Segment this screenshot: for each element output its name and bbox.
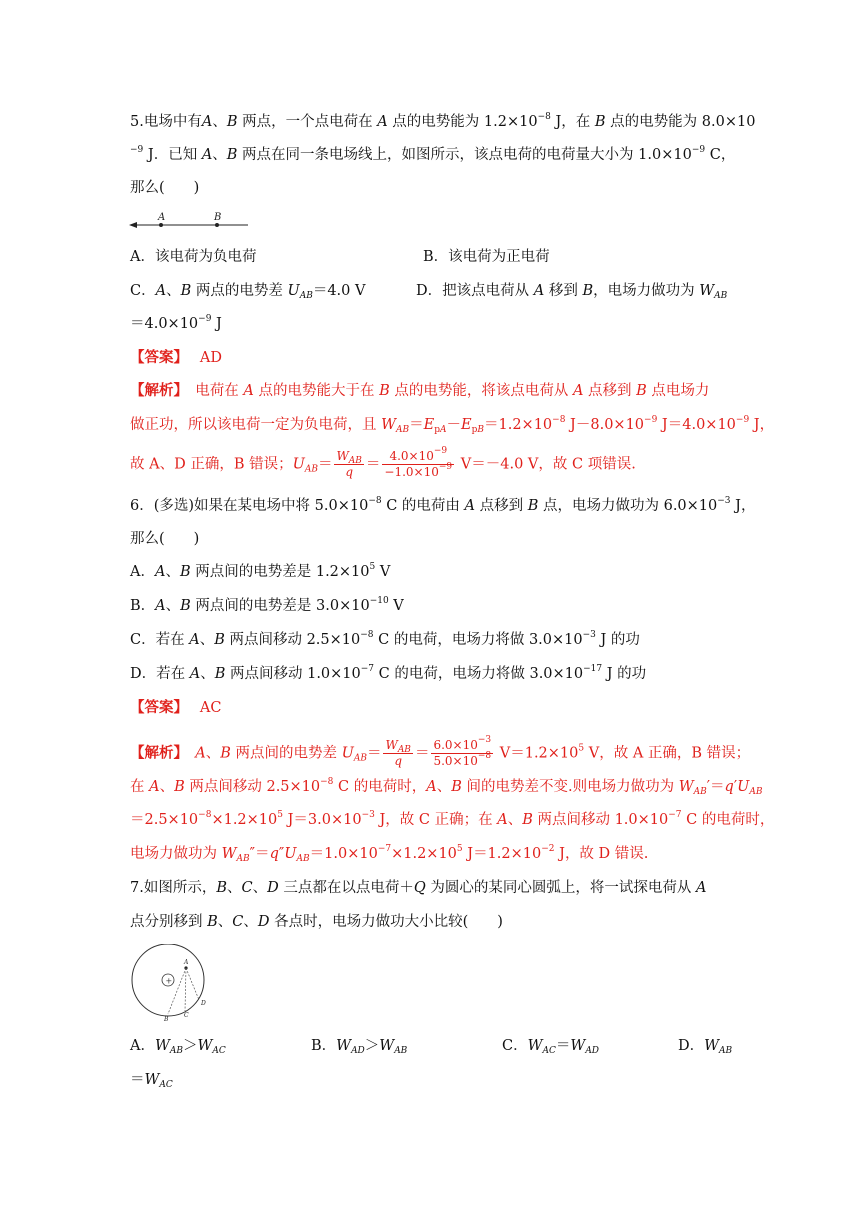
q6-option-b[interactable]: B．A、B 两点间的电势差是 $3.0\times 10^{-10}$ V bbox=[130, 596, 404, 614]
q5-field-line-figure bbox=[128, 210, 253, 232]
svg-text:C: C bbox=[184, 1012, 189, 1019]
svg-text:D: D bbox=[201, 1000, 206, 1007]
q6-line-2: 那么( ) bbox=[130, 531, 200, 547]
q7-option-c[interactable]: C．$W_{AC}=W_{AD}$ bbox=[502, 1038, 600, 1056]
answer-value: AC bbox=[199, 700, 222, 716]
q5-analysis-3: 故 A、D 正确，B 错误；$U_{AB}=$ $\frac{W_{AB}}{q}$ ＝ $\frac{4.0\times 10^{-9}}{-1.0\times 10^{-9}}$ V＝－4.0 V，故 C 项错误. bbox=[130, 446, 636, 479]
q5-analysis-2: 做正功，所以该电荷一定为负电荷，且 $W_{AB}=E_{pA}-E_{pB}=1.2\times 10^{-8}$ $J-8.0\times 10^{-9}$ $J=4.0\times 10^{-9}$ J， bbox=[130, 415, 775, 435]
q6-analysis-1: 【解析】 A、B 两点间的电势差 $U_{AB}=$ $\frac{W_{AB}}{q}$ ＝ $\frac{6.0\times 10^{-3}}{5.0\times 10^{-8}}$ $V=1.2\times 10^5$ V，故 A 正确，B 错误； bbox=[130, 735, 751, 768]
q6-answer bbox=[130, 698, 221, 718]
q6-option-a[interactable]: A．A、B 两点间的电势差是 $1.2\times 10^5$ V bbox=[130, 562, 391, 580]
answer-tag: 【答案】 bbox=[130, 349, 181, 366]
answer-value: AD bbox=[199, 350, 222, 366]
q7-line-2: 点分别移到 B、C、D 各点时，电场力做功大小比较( ) bbox=[130, 914, 503, 930]
point-a bbox=[159, 223, 163, 227]
q6-option-d[interactable]: D．若在 A、B 两点间移动 $1.0\times 10^{-7}$ C 的电荷，电场力将做 $3.0\times 10^{-17}$ J 的功 bbox=[130, 664, 647, 682]
plus-sign-icon: + bbox=[165, 976, 173, 986]
q5-line-2: $^{-9}$ J．已知 A、B 两点在同一条电场线上，如图所示，该点电荷的电荷量大小为 $1.0\times 10^{-9}$ C， bbox=[130, 145, 736, 163]
arrow-left-icon bbox=[129, 222, 137, 228]
q5-line-1: 5.电场中有A、B 两点，一个点电荷在 A 点的电势能为 $1.2\times 10^{-8}$ J，在 B 点的电势能为 8.0×10 bbox=[130, 112, 756, 130]
q5-option-b[interactable]: B．该电荷为正电荷 bbox=[423, 249, 550, 265]
svg-text:B: B bbox=[164, 1016, 169, 1022]
q6-analysis-4: 电场力做功为 $W_{AB}''=q''U_{AB}=1.0\times 10^{-7}\times 1.2\times 10^5$ $J=1.2\times 10^{-2}$ J，故 D 错误. bbox=[130, 844, 649, 864]
q6-analysis-3: $=2.5\times 10^{-8}\times 1.2\times 10^5$ $J=3.0\times 10^{-3}$ J，故 C 正确；在 A、B 两点间移动 $1.0\times 10^{-7}$ C 的电荷时， bbox=[130, 810, 775, 828]
q6-line-1: 6．(多选)如果在某电场中将 $5.0\times 10^{-8}$ C 的电荷由 A 点移到 B 点，电场力做功为 $6.0\times 10^{-3}$ J， bbox=[130, 496, 756, 514]
label-b: B bbox=[214, 212, 222, 223]
q5-analysis-1: 【解析】 电荷在 A 点的电势能大于在 B 点的电势能，将该点电荷从 A 点移到 B 点电场力 bbox=[130, 382, 710, 399]
q5-option-a[interactable]: A．该电荷为负电荷 bbox=[130, 249, 257, 265]
q7-option-a[interactable]: A．$W_{AB}>W_{AC}$ bbox=[130, 1038, 226, 1056]
q7-option-b[interactable]: B．$W_{AD}>W_{AB}$ bbox=[311, 1038, 408, 1056]
q5-line-3: 那么( ) bbox=[130, 180, 200, 196]
q5-answer bbox=[130, 348, 222, 368]
q5-option-c[interactable]: C．A、B 两点的电势差 $U_{AB}=4.0$ V bbox=[130, 283, 366, 301]
svg-text:A: A bbox=[184, 959, 189, 966]
point-b bbox=[215, 223, 219, 227]
q6-analysis-2: 在 A、B 两点间移动 $2.5\times 10^{-8}$ C 的电荷时，A、B 间的电势差不变.则电场力做功为 $W_{AB}'=q'U_{AB}$ bbox=[130, 777, 763, 797]
q6-option-c[interactable]: C．若在 A、B 两点间移动 $2.5\times 10^{-8}$ C 的电荷，电场力将做 $3.0\times 10^{-3}$ J 的功 bbox=[130, 630, 640, 648]
q7-concentric-circle-figure bbox=[128, 944, 212, 1022]
answer-tag: 【答案】 bbox=[130, 699, 181, 716]
label-a: A bbox=[158, 212, 166, 223]
q7-option-d[interactable]: D．$W_{AB}$ bbox=[678, 1038, 733, 1056]
q7-option-d-cont: $=W_{AC}$ bbox=[130, 1072, 173, 1090]
q5-option-d-cont: $=4.0\times 10^{-9}$ J bbox=[130, 314, 222, 332]
q7-line-1: 7.如图所示，B、C、D 三点都在以点电荷＋Q 为圆心的某同心圆弧上，将一试探电荷从 A bbox=[130, 880, 707, 896]
q5-option-d[interactable]: D．把该点电荷从 A 移到 B，电场力做功为 $W_{AB}$ bbox=[416, 283, 728, 301]
